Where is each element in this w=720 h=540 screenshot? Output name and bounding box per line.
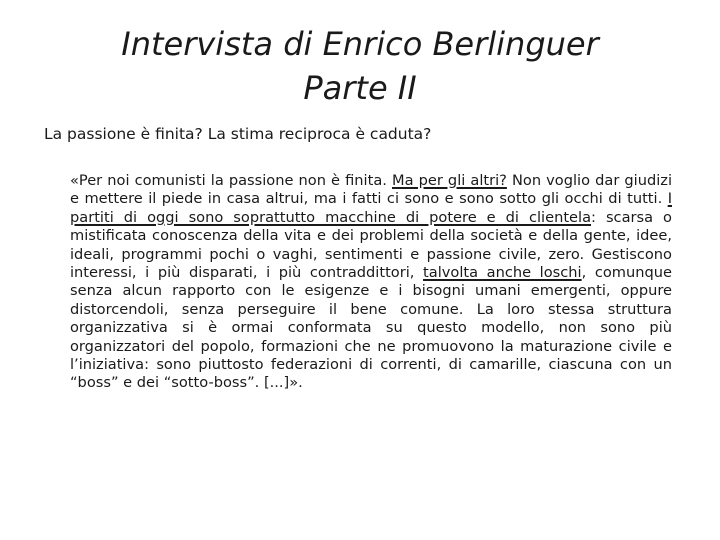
quote-underlined-3: talvolta anche loschi	[423, 264, 582, 282]
quote-underlined-1: Ma per gli altri?	[392, 172, 507, 189]
quote-text-4: , comunque senza alcun rapporto con le esigenze e i bisogni umani emergenti, oppure distorcendoli, senza perseguire il bene comune. La loro stessa struttura organizzativa si è ormai conformata su questo modello, non sono più organizzatori del popolo, formazioni che ne promuovono la maturazione civile e l’iniziativa: sono piuttosto federazioni di correnti, di camarille, ciascuna con un “boss” e dei “sotto-boss”. [...]».	[70, 264, 673, 392]
slide-title	[0, 22, 720, 110]
title-line-2: Parte II	[303, 69, 417, 107]
quote-text-3: : scarsa o mistificata conoscenza della vita e dei problemi della società e della gente, idee, ideali, programmi pochi o vaghi, sentimenti e passione civile, zero. Gestiscono interessi, i più disparati, i più contraddittori,	[70, 208, 672, 282]
quote-text-2: Non voglio dar giudizi e mettere il piede in casa altrui, ma i fatti ci sono e sono sotto gli occhi di tutti.	[70, 172, 673, 208]
title-line-1: Intervista di Enrico Berlinguer	[121, 25, 599, 63]
slide-subtitle: La passione è finita? La stima reciproca è caduta?	[44, 125, 432, 143]
quote-text-1: «Per noi comunisti la passione non è finita.	[70, 172, 392, 189]
quote-underlined-2: I partiti di oggi sono soprattutto macchine di potere e di clientela	[70, 190, 672, 226]
quote-paragraph	[70, 172, 672, 393]
